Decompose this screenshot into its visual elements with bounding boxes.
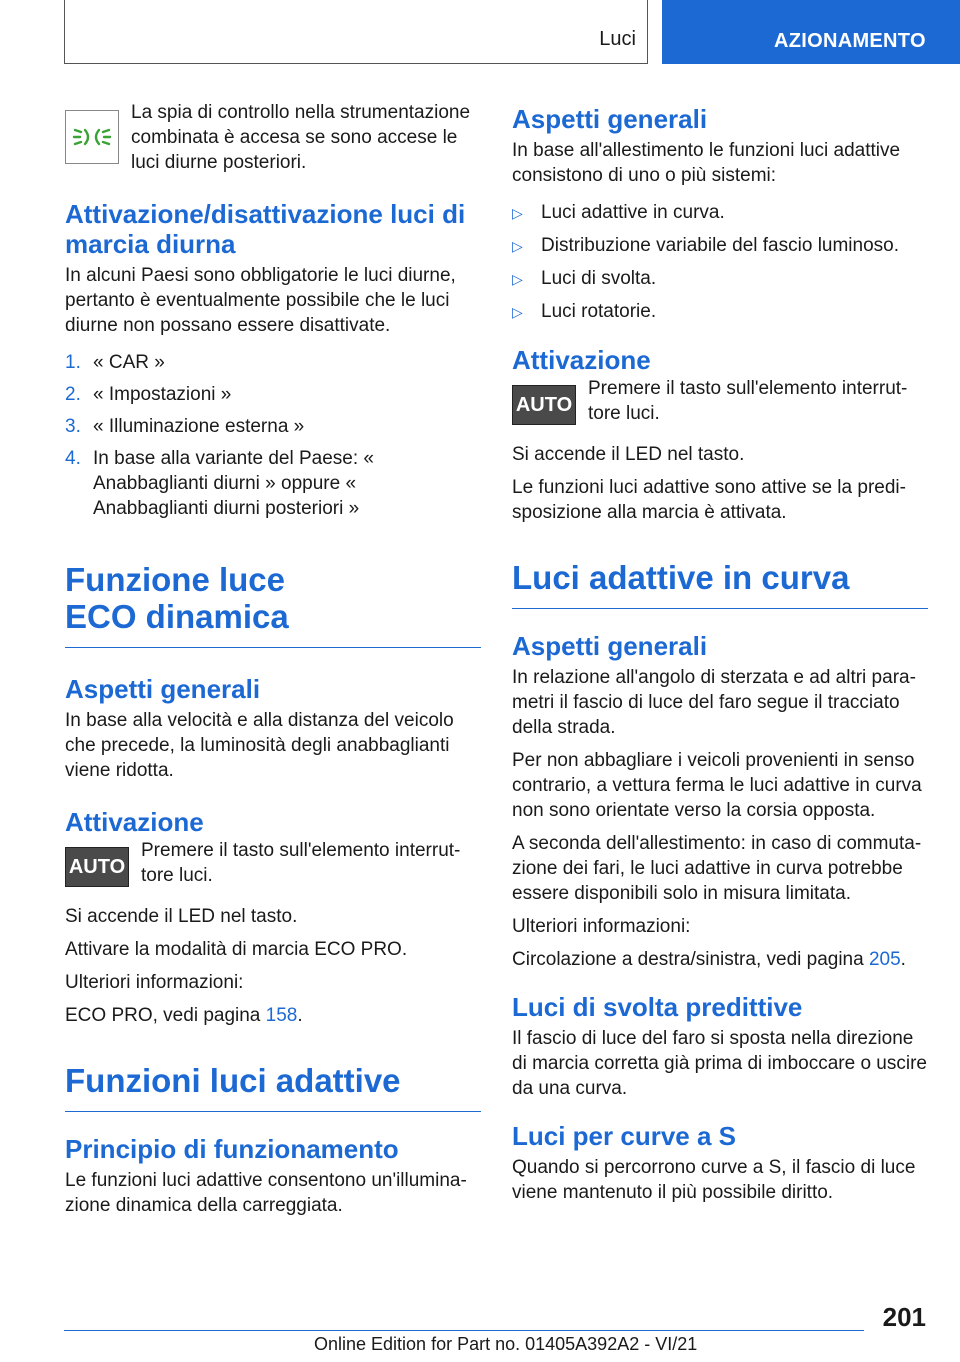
eco-reference: ECO PRO, vedi pagina 158. xyxy=(65,1005,303,1026)
active-text: Le funzioni luci adattive sono attive se la predi-sposizione alla marcia è attivata. xyxy=(512,477,906,523)
adaptive-systems-list xyxy=(512,200,928,325)
eco-chapter-title: Funzione luce ECO dinamica xyxy=(65,561,289,635)
eco-general-text: In base alla velocità e alla distanza del veicolo che precede, la luminosità degli anabbaglianti viene ridotta. xyxy=(65,710,454,781)
eco-activation-text: Premere il tasto sull'elemento interrut-tore luci. xyxy=(141,840,461,886)
header-chapter-tab: AZIONAMENTO xyxy=(662,0,960,64)
curve-paragraph-2: Per non abbagliare i veicoli provenienti in senso contrario, a vettura ferma le luci adattive in curva non sono orientate verso la corsia opposta. xyxy=(512,750,922,821)
bullet-triangle-icon: ▷ xyxy=(512,304,523,320)
page-number: 201 xyxy=(882,1302,926,1332)
general-text: In base all'allestimento le funzioni luci adattive consistono di uno o più sistemi: xyxy=(512,140,901,186)
list-item: 4. In base alla variante del Paese: « Anabbaglianti diurni » oppure « Anabbaglianti diurni posteriori » xyxy=(65,448,374,519)
predictive-title: Luci di svolta predittive xyxy=(512,992,803,1022)
eco-general-title: Aspetti generali xyxy=(65,674,261,704)
drl-section-title: Attivazione/disattivazione luci di marcia diurna xyxy=(65,199,466,259)
header-section-title: Luci xyxy=(599,28,636,50)
eco-led-text: Si accende il LED nel tasto. xyxy=(65,906,298,927)
eco-more-info: Ulteriori informazioni: xyxy=(65,972,244,993)
curve-paragraph-1: In relazione all'angolo di sterzata e ad altri para-metri il fascio di luce del faro segue il tracciato della strada. xyxy=(512,667,916,738)
footer-edition: Online Edition for Part no. 01405A392A2 - VI/21 xyxy=(314,1334,698,1354)
led-text: Si accende il LED nel tasto. xyxy=(512,444,745,465)
eco-mode-text: Attivare la modalità di marcia ECO PRO. xyxy=(65,939,408,960)
drl-indicator-text: La spia di controllo nella strumentazione combinata è accesa se sono accese le luci diurne posteriori. xyxy=(131,102,471,173)
adaptive-chapter-title: Funzioni luci adattive xyxy=(65,1062,481,1112)
activation-row xyxy=(512,379,928,426)
page-link[interactable]: 158 xyxy=(265,1005,298,1026)
curve-more-info: Ulteriori informazioni: xyxy=(512,916,691,937)
drl-indicator-row xyxy=(65,100,481,175)
activation-title: Attivazione xyxy=(512,345,651,375)
list-item: ▷ Distribuzione variabile del fascio luminoso. xyxy=(512,233,928,259)
drl-section-text: In alcuni Paesi sono obbligatorie le luci diurne, pertanto è eventualmente possibile che le luci diurne non possano essere disattivate. xyxy=(65,265,456,336)
principle-title: Principio di funzionamento xyxy=(65,1134,399,1164)
principle-text: Le funzioni luci adattive consentono un'illumina-zione dinamica della carreggiata. xyxy=(65,1170,467,1216)
curve-reference: Circolazione a destra/sinistra, vedi pagina 205. xyxy=(512,949,906,970)
list-item: ▷ Luci rotatorie. xyxy=(512,299,928,325)
eco-activation-row xyxy=(65,841,481,888)
curve-general-title: Aspetti generali xyxy=(512,631,708,661)
header-frame xyxy=(64,0,648,64)
scurve-text: Quando si percorrono curve a S, il fascio di luce viene mantenuto il più possibile diritto. xyxy=(512,1157,916,1203)
list-item: ▷ Luci adattive in curva. xyxy=(512,200,928,226)
list-item: ▷ Luci di svolta. xyxy=(512,266,928,292)
page-link[interactable]: 205 xyxy=(868,949,901,970)
predictive-text: Il fascio di luce del faro si sposta nella direzione di marcia corretta già prima di imboccare o uscire da una curva. xyxy=(512,1028,927,1099)
auto-button-icon: AUTO xyxy=(65,847,129,887)
scurve-title: Luci per curve a S xyxy=(512,1121,736,1151)
left-column xyxy=(65,100,481,1226)
list-item: 3. « Illuminazione esterna » xyxy=(65,416,305,437)
footer-rule xyxy=(64,1330,864,1331)
auto-button-icon: AUTO xyxy=(512,385,576,425)
bullet-triangle-icon: ▷ xyxy=(512,271,523,287)
right-column xyxy=(512,104,928,1213)
list-item: 2. « Impostazioni » xyxy=(65,384,232,405)
curve-paragraph-3: A seconda dell'allestimento: in caso di commuta-zione dei fari, le luci adattive in curva potrebbe essere disponibili solo in misura limitata. xyxy=(512,833,922,904)
drl-steps-list xyxy=(65,350,481,521)
curve-chapter-title: Luci adattive in curva xyxy=(512,559,928,609)
bullet-triangle-icon: ▷ xyxy=(512,238,523,254)
activation-text: Premere il tasto sull'elemento interrut-tore luci. xyxy=(588,378,908,424)
general-title: Aspetti generali xyxy=(512,104,708,134)
list-item: 1. « CAR » xyxy=(65,352,165,373)
eco-activation-title: Attivazione xyxy=(65,807,204,837)
bullet-triangle-icon: ▷ xyxy=(512,205,523,221)
daytime-running-light-icon xyxy=(65,110,119,164)
eco-chapter-rule xyxy=(65,647,481,648)
